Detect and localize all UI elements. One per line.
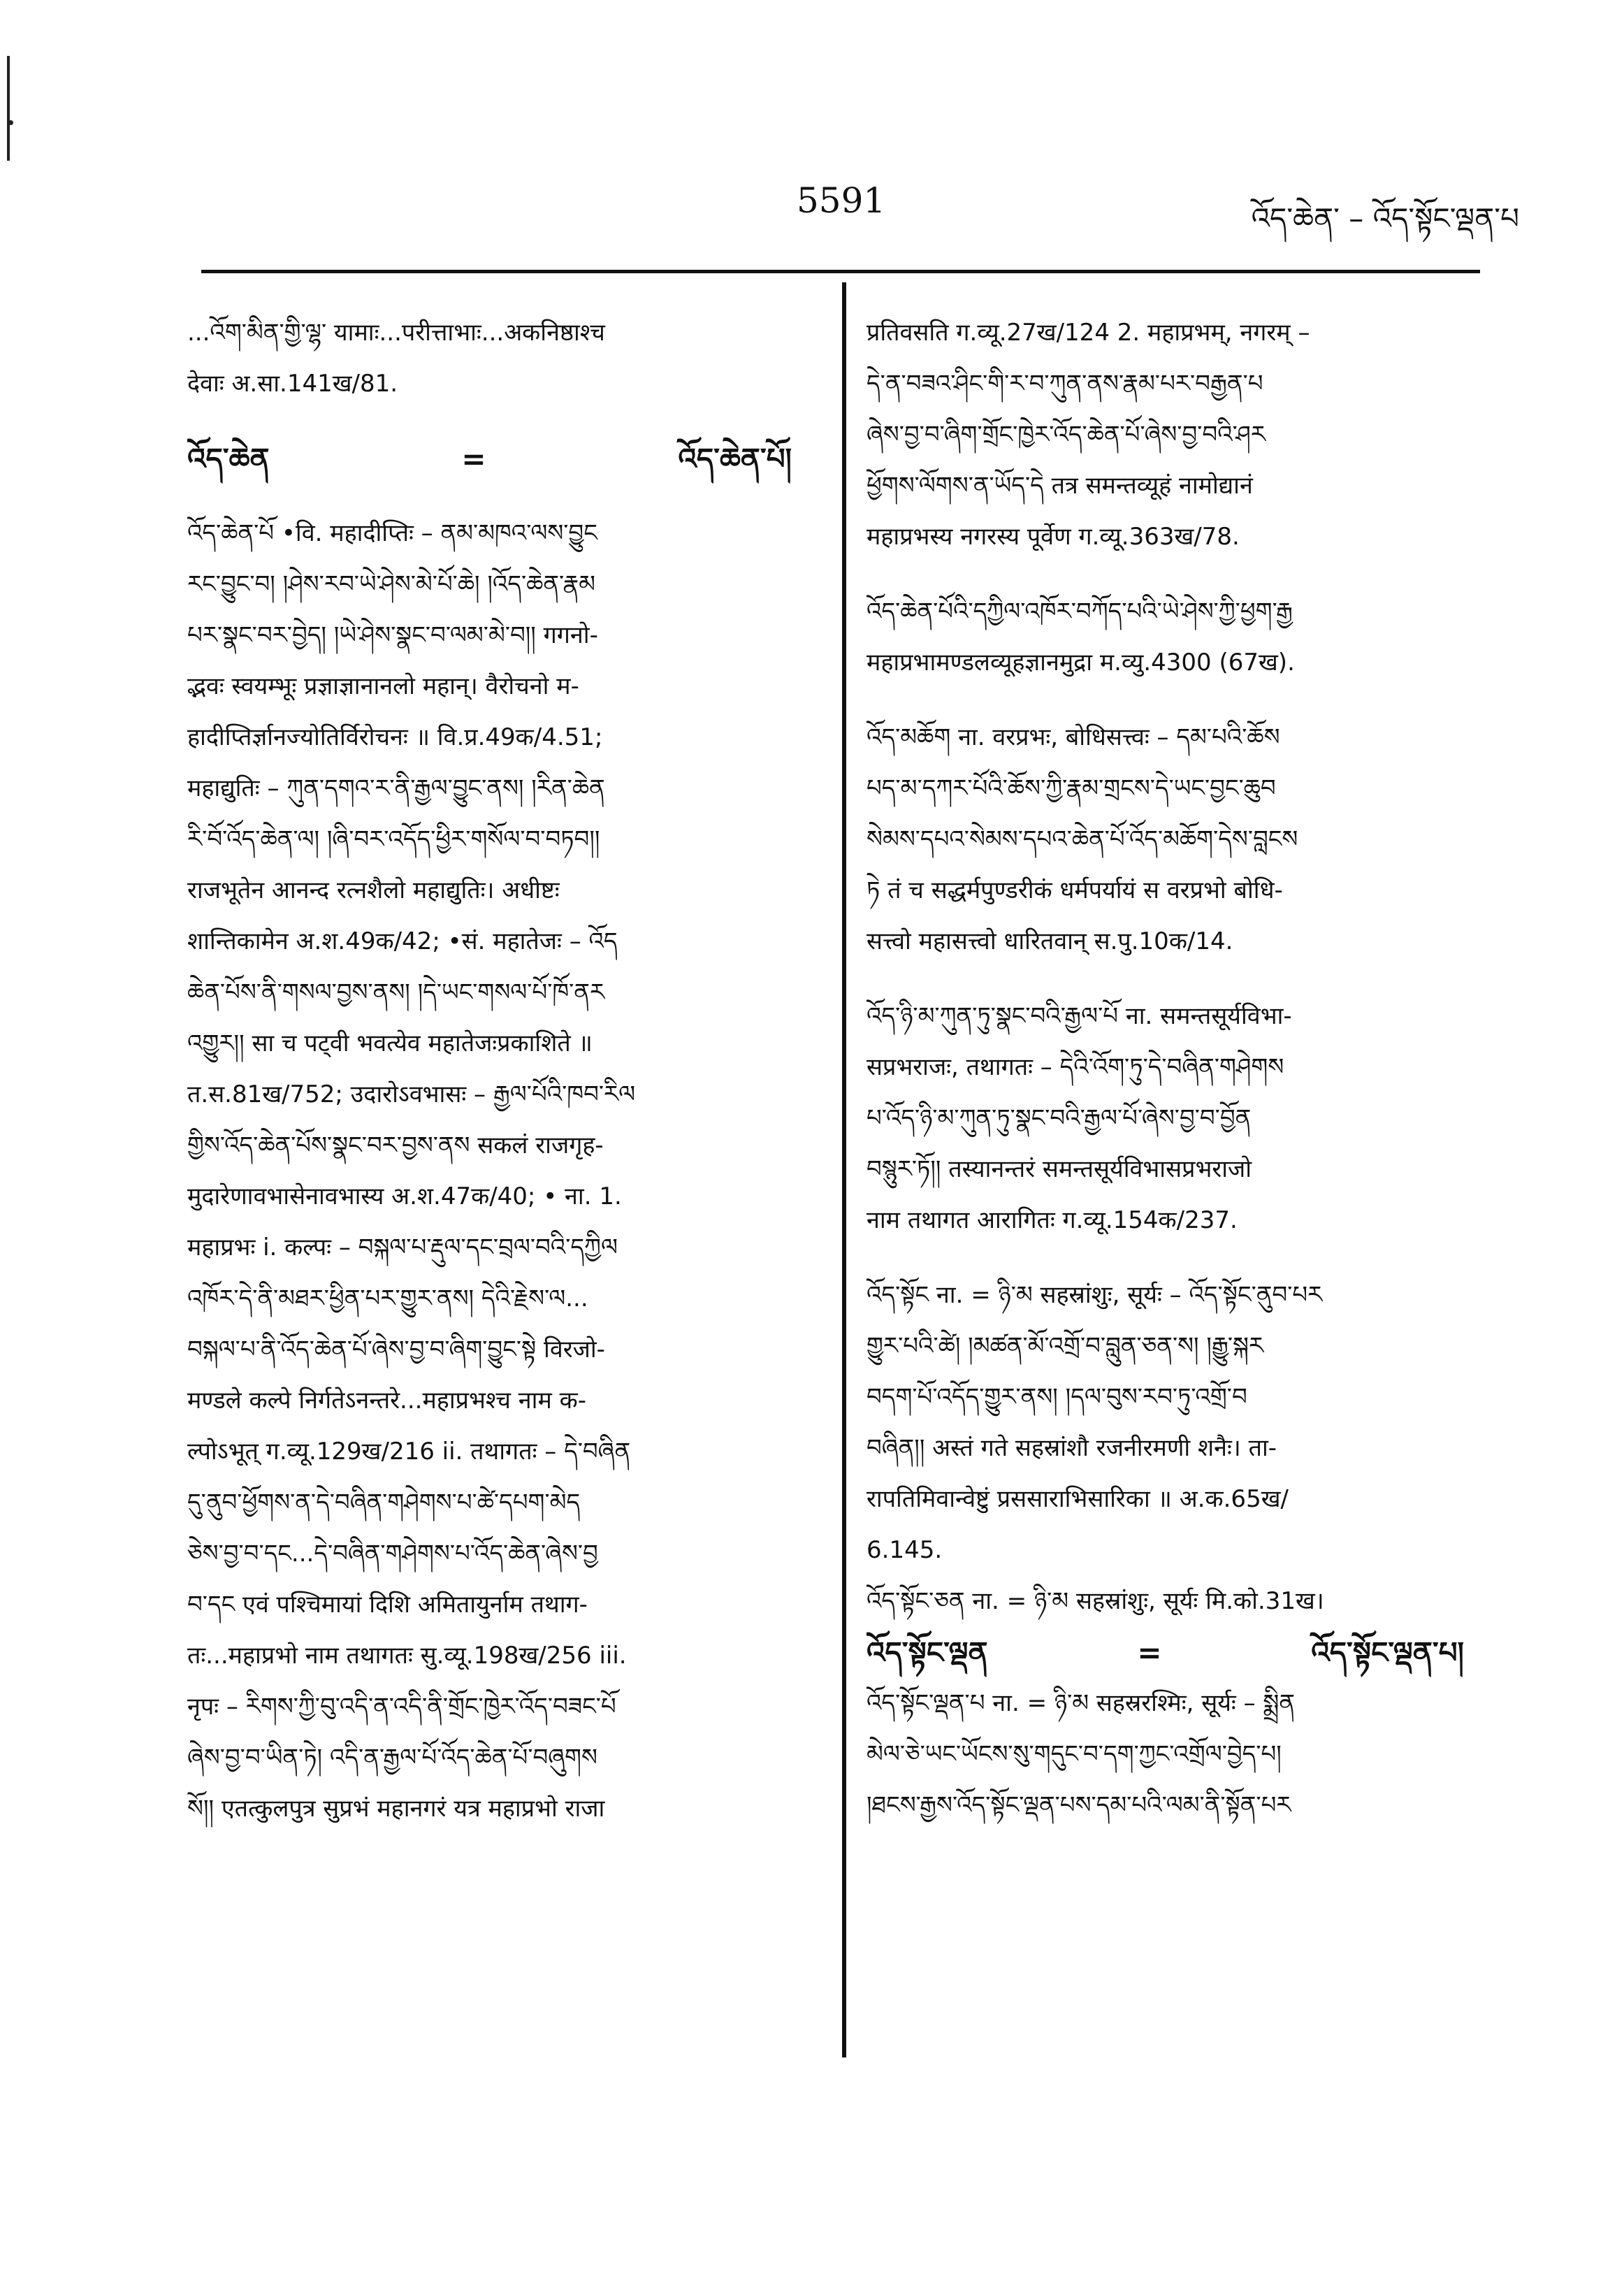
entry-line: རི་བོ་འོད་ཆེན་ལ། །ཞི་བར་འདོད་ཕྱིར་གསོལ་བ་བཏབ།། bbox=[187, 825, 600, 853]
entry-line: सप्रभराजः, तथागतः – དེའི་འོག་ཏུ་དེ་བཞིན་གཤེགས bbox=[867, 1053, 1284, 1081]
entry-line: བསྐལ་པ་ནི་འོད་ཆེན་པོ་ཞེས་བྱ་བ་ཞིག་བྱུང་སྟེ विरजो- bbox=[187, 1336, 605, 1363]
entry-line: ཞེས་བྱ་བ་ཡིན་ཏེ། འདི་ན་རྒྱལ་པོ་འོད་ཆེན་པོ་བཞུགས bbox=[187, 1744, 597, 1772]
entry-line: ཆེན་པོས་ནི་གསལ་བྱས་ནས། །དེ་ཡང་གསལ་པོ་ཁོ་ནར bbox=[187, 978, 605, 1006]
entry-line: དེ་ན་བཟའ་ཤིང་གི་ར་བ་ཀུན་ནས་རྣམ་པར་བརྒྱན་པ bbox=[867, 370, 1263, 398]
entry-line: གྱུར་པའི་ཚེ། །མཚན་མོ་འགྲོ་བ་བླུན་ཅན་ས། །རྒྱུ་སྐར bbox=[867, 1332, 1264, 1360]
entry-line: तः...महाप्रभो नाम तथागतः सु.व्यू.198ख/256 iii. bbox=[187, 1642, 627, 1670]
entry-line: द्भवः स्वयम्भूः प्रज्ञाज्ञानानलो महान्। वैरोचनो म- bbox=[187, 672, 579, 700]
entry-equation bbox=[187, 433, 820, 484]
entry-line: हादीप्तिर्ज्ञानज्योतिर्विरोचनः ॥ वि.प्र.49क/4.51; bbox=[187, 723, 603, 751]
entry-line: མེལ་ཅེ་ཡང་ཡོངས་སུ་གདུང་བ་དག་ཀྱང་འགྲོལ་བྱེད་པ། bbox=[867, 1740, 1282, 1768]
left-column bbox=[187, 308, 820, 1835]
entry-line: འོད་མཆོག ना. वरप्रभः, बोधिसत्त्वः – དམ་པའི་ཆོས bbox=[867, 723, 1280, 751]
entry-line: रापतिमिवान्वेष्टुं प्रससाराभिसारिका ॥ अ.क.65ख/ bbox=[867, 1485, 1289, 1513]
entry-line: བཞིན།། अस्तं गते सहस्रांशौ रजनीरमणी शनैः। ता- bbox=[867, 1434, 1277, 1462]
page-number: 5591 bbox=[797, 180, 886, 221]
entry-line: ल्पोऽभूत् ग.व्यू.129ख/216 ii. तथागतः – དེ་བཞིན bbox=[187, 1438, 631, 1466]
entry-line: སེམས་དཔའ་སེམས་དཔའ་ཆེན་པོ་འོད་མཆོག་དེས་བླངས bbox=[867, 825, 1298, 853]
entry-line: 6.145. bbox=[867, 1536, 943, 1564]
entry-line: དུ་ནུབ་ཕྱོགས་ན་དེ་བཞིན་གཤེགས་པ་ཚེ་དཔག་མེད bbox=[187, 1489, 581, 1517]
entry-line: པར་སྣང་བར་བྱེད། །ཡེ་ཤེས་སྣང་བ་ལམ་མེ་བ།། गगनो- bbox=[187, 621, 598, 649]
column-divider bbox=[842, 282, 846, 2057]
header-rule bbox=[201, 270, 1480, 273]
headword: འོད་ཆེན bbox=[187, 442, 270, 476]
margin-mark bbox=[7, 56, 10, 161]
text-line: ...འོག་མིན་གྱི་ལྷ་ यामाः...परीत्ताभाः...अकनिष्ठाश्च bbox=[187, 319, 605, 347]
entry-line: བདག་པོ་འདོད་གྱུར་ནས། །དལ་བུས་རབ་ཏུ་འགྲོ་བ bbox=[867, 1383, 1247, 1411]
entry-line: སོ།། एतत्कुलपुत्र सुप्रभं महानगरं यत्र महाप्रभो राजा bbox=[187, 1795, 605, 1823]
entry-line: བ་དང एवं पश्चिमायां दिशि अमितायुर्नाम तथाग- bbox=[187, 1591, 588, 1619]
entry-line: मण्डले कल्पे निर्गतेऽनन्तरे...महाप्रभश्च नाम क- bbox=[187, 1387, 586, 1415]
entry-line: འོད་སྟོང ना. = ཉི་མ सहस्रांशुः, सूर्यः – འོད་སྟོང་ནུབ་པར bbox=[867, 1281, 1323, 1309]
running-head: འོད་ཆེན་ – འོད་སྟོང་ལྡན་པ bbox=[1251, 201, 1519, 236]
entry-equation bbox=[867, 1627, 1492, 1678]
equals-sign: = bbox=[1137, 1635, 1162, 1670]
entry-line: ཕྱོགས་ལོགས་ན་ཡོད་དེ तत्र समन्तव्यूहं नामोद्यानं bbox=[867, 472, 1253, 500]
entry-line: प्रतिवसति ग.व्यू.27ख/124 2. महाप्रभम्, नगरम् – bbox=[867, 319, 1310, 347]
headword: འོད་སྟོང་ལྡན bbox=[867, 1635, 988, 1670]
entry-line: सत्त्वो महासत्त्वो धारितवान् स.पु.10क/14. bbox=[867, 927, 1233, 955]
entry-line: मुदारेणावभासेनावभास्य अ.श.47क/40; • ना. 1. bbox=[187, 1182, 622, 1210]
entry-line: महाप्रभः i. कल्पः – བསྐལ་པ་རྡུལ་དང་བྲལ་བའི་དཀྱིལ bbox=[187, 1234, 618, 1261]
entry-line: त.स.81ख/752; उदारोऽवभासः – རྒྱལ་པོའི་ཁབ་རིལ bbox=[187, 1080, 636, 1108]
entry-line: གྱིས་འོད་ཆེན་པོས་སྣང་བར་བྱས་ནས सकलं राजगृह- bbox=[187, 1131, 604, 1159]
entry-line: राजभूतेन आनन्द रत्नशैलो महाद्युतिः। अधीष्टः bbox=[187, 876, 560, 904]
entry-line: महाद्युतिः – ཀུན་དགའ་ར་ནི་རྒྱལ་བྱུང་ནས། །རིན་ཆེན bbox=[187, 774, 605, 802]
entry-line: །ཐངས་རྒྱས་འོད་སྟོང་ལྡན་པས་དམ་པའི་ལམ་ནི་སྟོན་པར bbox=[867, 1791, 1291, 1819]
entry-line: འོད་ཆེན་པོ •वि. महादीप्तिः – ནམ་མཁའ་ལས་བྱུང bbox=[187, 519, 597, 547]
entry-line: བསྙུར་ཏོ།། तस्यानन्तरं समन्तसूर्यविभासप्रभराजो bbox=[867, 1155, 1252, 1183]
entry-line: པད་མ་དཀར་པོའི་ཆོས་ཀྱི་རྣམ་གྲངས་དེ་ཡང་བྱང་ཆུབ bbox=[867, 774, 1276, 802]
entry-line: འོད་ཆེན་པོའི་དཀྱིལ་འཁོར་བཀོད་པའི་ཡེ་ཤེས་ཀྱི་ཕྱག་རྒྱ bbox=[867, 598, 1293, 625]
right-column bbox=[867, 308, 1492, 1831]
cross-reference: འོད་སྟོང་ལྡན་པ། bbox=[1311, 1635, 1464, 1670]
entry-line: པ་འོད་ཉི་མ་ཀུན་ཏུ་སྣང་བའི་རྒྱལ་པོ་ཞེས་བྱ་བ་བྱོན bbox=[867, 1104, 1252, 1132]
entry-line: नाम तथागत आरागितः ग.व्यू.154क/237. bbox=[867, 1206, 1238, 1234]
entry-line: རང་བྱུང་བ། །ཤེས་རབ་ཡེ་ཤེས་མེ་པོ་ཆེ། །འོད་ཆེན་རྣམ bbox=[187, 570, 596, 598]
cross-reference: འོད་ཆེན་པོ། bbox=[678, 442, 792, 476]
entry-line: ཏེ तं च सद्धर्मपुण्डरीकं धर्मपर्यायं स वरप्रभो बोधि- bbox=[867, 876, 1283, 904]
entry-line: འགྱུར།། सा च पट्वी भवत्येव महातेजःप्रकाशिते ॥ bbox=[187, 1029, 593, 1057]
margin-dot bbox=[8, 120, 13, 125]
entry-line: ཅེས་བྱ་བ་དང...དེ་བཞིན་གཤེགས་པ་འོད་ཆེན་ཞེས་བྱ bbox=[187, 1540, 598, 1568]
entry-line: नृपः – རིགས་ཀྱི་བུ་འདི་ན་འདི་ནི་གྲོང་ཁྱེར་འོད་བཟང་པོ bbox=[187, 1693, 616, 1721]
entry-line: འཁོར་དེ་ནི་མཐར་ཕྱིན་པར་གྱུར་ནས། དེའི་རྗེས་ལ... bbox=[187, 1285, 588, 1312]
entry-line: ཞེས་བྱ་བ་ཞིག་གྲོང་ཁྱེར་འོད་ཆེན་པོ་ཞེས་བྱ་བའི་ཤར bbox=[867, 421, 1266, 449]
entry-line: འོད་སྟོང་ཅན ना. = ཉི་མ सहस्रांशुः, सूर्यः मि.को.31ख। bbox=[867, 1587, 1324, 1615]
entry-line: འོད་ཉི་མ་ཀུན་ཏུ་སྣང་བའི་རྒྱལ་པོ ना. समन्तसूर्यविभा- bbox=[867, 1002, 1292, 1030]
entry-line: शान्तिकामेन अ.श.49क/42; •सं. महातेजः – འོད bbox=[187, 927, 618, 955]
entry-line: འོད་སྟོང་ལྡན་པ ना. = ཉི་མ सहस्ररश्मिः, सूर्यः – སྨྲིན bbox=[867, 1689, 1296, 1717]
entry-line: महाप्रभस्य नगरस्य पूर्वेण ग.व्यू.363ख/78. bbox=[867, 523, 1240, 551]
entry-line: महाप्रभामण्डलव्यूहज्ञानमुद्रा म.व्यु.4300 (67ख). bbox=[867, 649, 1295, 677]
equals-sign: = bbox=[461, 442, 486, 476]
text-line: देवाः अ.सा.141ख/81. bbox=[187, 370, 398, 398]
